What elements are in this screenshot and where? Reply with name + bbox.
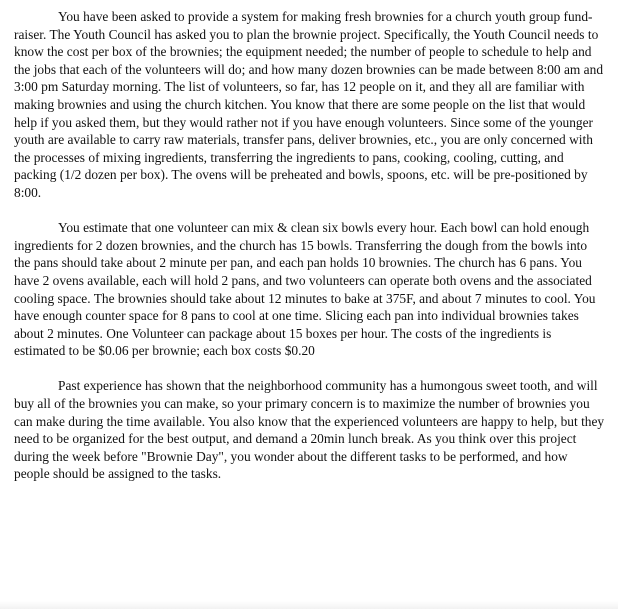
paragraph-project-overview: You have been asked to provide a system for making fresh brownies for a church youth group fund-raiser. The Youth Council has asked you to plan the brownie project. Specifically, the Youth Council needs to know the cost per box of the brownies; the equipment needed; the number of people to schedule to help and the jobs that each of the volunteers will do; and how many dozen brownies can be made between 8:00 am and 3:00 pm Saturday morning. The list of volunteers, so far, has 12 people on it, and they all are familiar with making brownies and using the church kitchen. You know that there are some people on the list that would help if you asked them, but they would rather not if you have enough volunteers. Since some of the younger youth are available to carry raw materials, transfer pans, deliver brownies, etc., you are only concerned with the processes of mixing ingredients, transferring the ingredients to pans, cooking, cooling, cutting, and packing (1/2 dozen per box). The ovens will be preheated and bowls, spoons, etc. will be pre-positioned by 8:00.: [14, 9, 604, 200]
paragraph-past-experience: Past experience has shown that the neighborhood community has a humongous sweet tooth, and will buy all of the brownies you can make, so your primary concern is to maximize the number of brownies you can make during the time available. You also know that the experienced volunteers are happy to help, but they need to be organized for the best output, and demand a 20min lunch break. As you think over this project during the week before "Brownie Day", you wonder about the different tasks to be performed, and how people should be assigned to the tasks.: [14, 378, 605, 482]
paragraph-spacer: [14, 360, 606, 378]
page-bottom-edge: [0, 601, 618, 609]
paragraph-process-estimates: You estimate that one volunteer can mix & clean six bowls every hour. Each bowl can hold enough ingredients for 2 dozen brownies, and the church has 15 bowls. Transferring the dough from the bowls into the pans should take about 2 minute per pan, and each pan holds 10 brownies. The church has 6 pans. You have 2 ovens available, each will hold 2 pans, and two volunteers can operate both ovens and the associated cooling space. The brownies should take about 12 minutes to bake at 375F, and about 7 minutes to cool. You have enough counter space for 8 pans to cool at one time. Slicing each pan into individual brownies takes about 2 minutes. One Volunteer can package about 15 boxes per hour. The costs of the ingredients is estimated to be $0.06 per brownie; each box costs $0.20: [14, 220, 596, 359]
document-body: [14, 8, 606, 483]
paragraph-spacer: [14, 202, 606, 220]
